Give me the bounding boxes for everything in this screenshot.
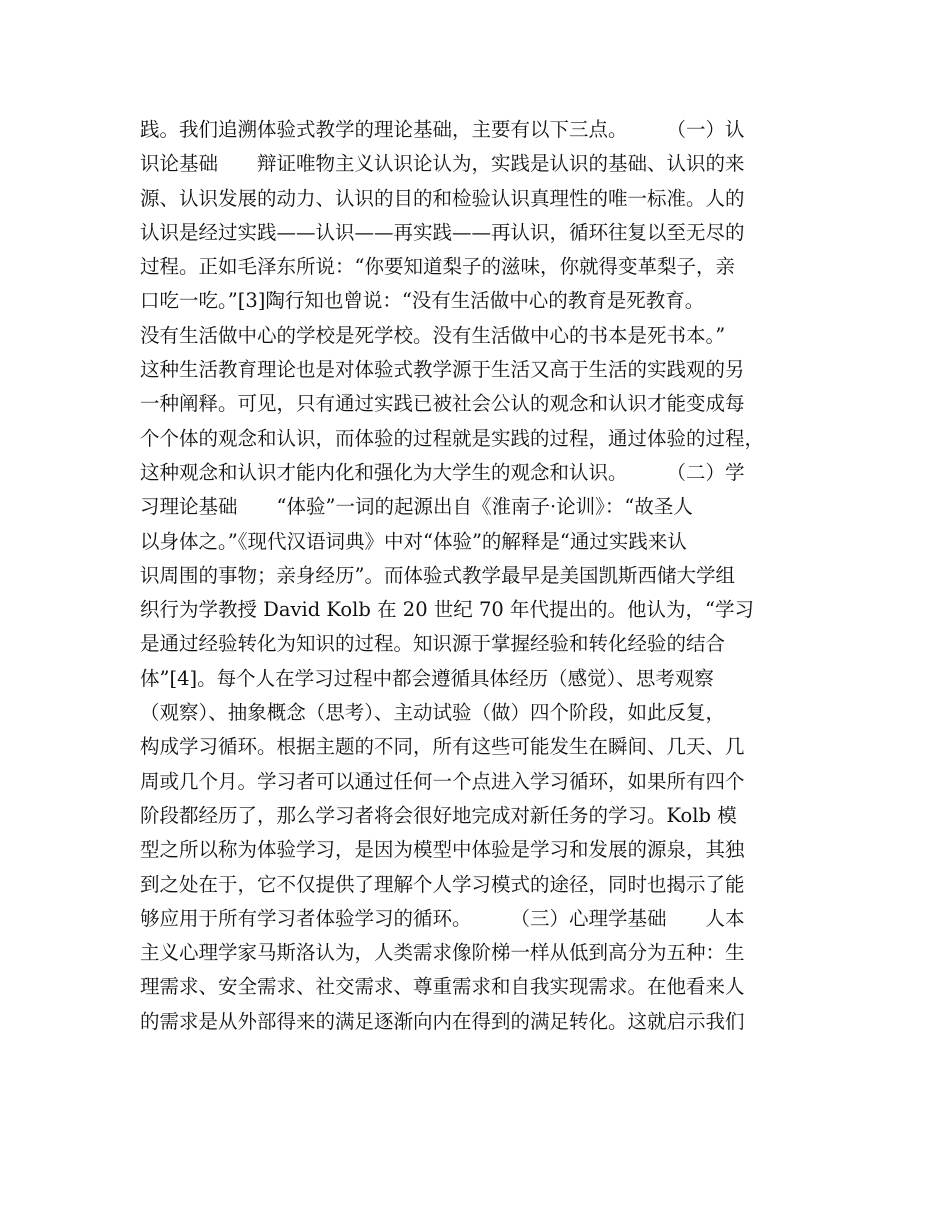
text-line: 到之处在于，它不仅提供了理解个人学习模式的途径，同时也揭示了能 bbox=[140, 872, 745, 896]
text-line: 够应用于所有学习者体验学习的循环。 （三）心理学基础 人本 bbox=[140, 906, 745, 930]
text-line: 这种观念和认识才能内化和强化为大学生的观念和认识。 （二）学 bbox=[140, 460, 745, 484]
text-line: 习理论基础 “体验”一词的起源出自《淮南子·论训》：“故圣人 bbox=[140, 495, 693, 519]
text-line: 周或几个月。学习者可以通过任何一个点进入学习循环，如果所有四个 bbox=[140, 769, 745, 793]
text-line: 的需求是从外部得来的满足逐渐向内在得到的满足转化。这就启示我们 bbox=[140, 1009, 745, 1033]
text-line: 识周围的事物；亲身经历”。而体验式教学最早是美国凯斯西储大学组 bbox=[140, 563, 735, 587]
text-line: 识论基础 辩证唯物主义认识论认为，实践是认识的基础、认识的来 bbox=[140, 152, 745, 176]
text-line: （观察）、抽象概念（思考）、主动试验（做）四个阶段，如此反复， bbox=[140, 701, 726, 725]
text-line: 认识是经过实践——认识——再实践——再认识，循环往复以至无尽的 bbox=[140, 220, 745, 244]
text-line: 口吃一吃。”[3]陶行知也曾说：“没有生活做中心的教育是死教育。 bbox=[140, 289, 705, 313]
text-line: 践。我们追溯体验式教学的理论基础，主要有以下三点。 （一）认 bbox=[140, 118, 745, 141]
text-line: 这种生活教育理论也是对体验式教学源于生活又高于生活的实践观的另 bbox=[140, 358, 745, 382]
text-line: 源、认识发展的动力、认识的目的和检验认识真理性的唯一标准。人的 bbox=[140, 186, 745, 210]
text-line: 体”[4]。每个人在学习过程中都会遵循具体经历（感觉）、思考观察 bbox=[140, 666, 714, 690]
text-line: 过程。正如毛泽东所说：“你要知道梨子的滋味，你就得变革梨子，亲 bbox=[140, 255, 735, 279]
text-line: 没有生活做中心的学校是死学校。没有生活做中心的书本是死书本。” bbox=[140, 323, 726, 347]
text-line: 个个体的观念和认识，而体验的过程就是实践的过程，通过体验的过程， bbox=[140, 426, 765, 450]
text-line: 构成学习循环。根据主题的不同，所有这些可能发生在瞬间、几天、几 bbox=[140, 735, 745, 759]
text-line: 型之所以称为体验学习，是因为模型中体验是学习和发展的源泉，其独 bbox=[140, 838, 745, 862]
text-line: 阶段都经历了，那么学习者将会很好地完成对新任务的学习。Kolb 模 bbox=[140, 803, 737, 827]
text-line: 主义心理学家马斯洛认为，人类需求像阶梯一样从低到高分为五种：生 bbox=[140, 941, 745, 965]
text-line: 是通过经验转化为知识的过程。知识源于掌握经验和转化经验的结合 bbox=[140, 632, 726, 656]
text-line: 织行为学教授 David Kolb 在 20 世纪 70 年代提出的。他认为，“学习 bbox=[140, 598, 754, 622]
body-text bbox=[140, 113, 830, 1039]
text-line: 以身体之。”《现代汉语词典》中对“体验”的解释是“通过实践来认 bbox=[140, 529, 687, 553]
text-line: 理需求、安全需求、社交需求、尊重需求和自我实现需求。在他看来人 bbox=[140, 975, 745, 999]
text-line: 一种阐释。可见，只有通过实践已被社会公认的观念和认识才能变成每 bbox=[140, 392, 745, 416]
